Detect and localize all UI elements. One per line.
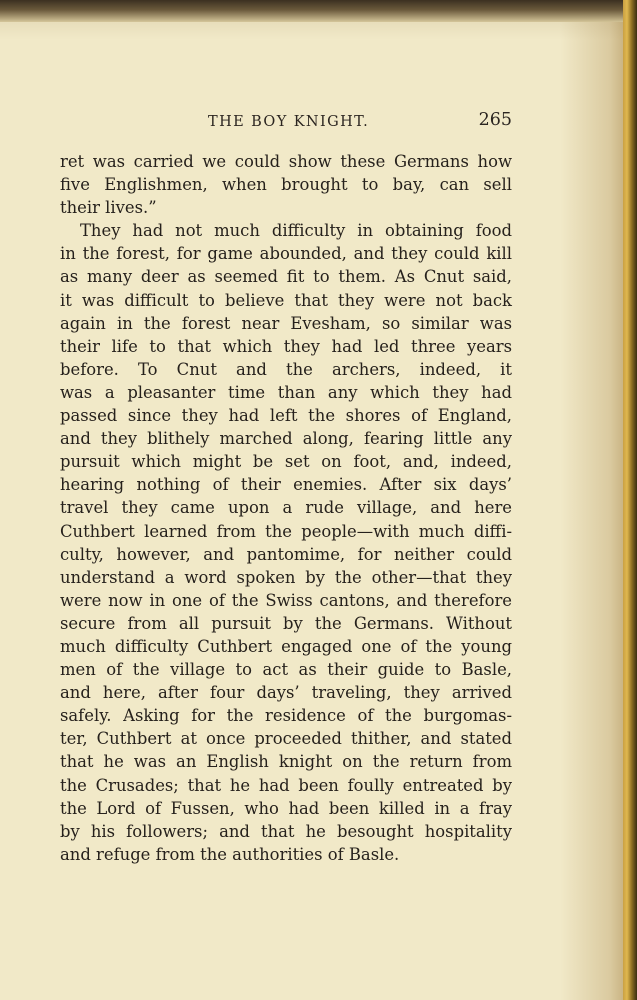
text-line: and refuge from the authorities of Basle.: [60, 844, 400, 864]
text-line: in the forest, for game abounded, and they could kill: [60, 244, 512, 264]
paragraph: [60, 150, 512, 219]
text-line: their life to that which they had led three years: [60, 336, 512, 356]
text-line: before. To Cnut and the archers, indeed, it: [60, 359, 512, 379]
text-line: passed since they had left the shores of England,: [60, 406, 512, 426]
text-line: understand a word spoken by the other—that they: [60, 567, 512, 587]
text-line: and they blithely marched along, fearing little any: [60, 429, 512, 449]
text-line: five Englishmen, when brought to bay, can sell: [60, 175, 512, 195]
text-line: culty, however, and pantomime, for neither could: [60, 544, 512, 564]
text-line: and here, after four days’ traveling, they arrived: [60, 683, 512, 703]
body-text: [60, 150, 512, 866]
text-line: were now in one of the Swiss cantons, and therefore: [60, 590, 512, 610]
text-line: was a pleasanter time than any which they had: [60, 382, 512, 402]
book-spine-edge: [623, 0, 637, 1000]
text-line: safely. Asking for the residence of the burgomas-: [60, 706, 512, 726]
text-line: hearing nothing of their enemies. After six days’: [60, 475, 512, 495]
text-line: ret was carried we could show these Germans how: [60, 152, 512, 171]
text-line: pursuit which might be set on foot, and, indeed,: [60, 452, 512, 472]
text-line: it was difficult to believe that they were not back: [60, 290, 512, 310]
page-header: [60, 110, 512, 138]
running-title: THE BOY KNIGHT.: [208, 114, 370, 130]
text-line: their lives.”: [60, 198, 157, 218]
text-line: men of the village to act as their guide to Basle,: [60, 660, 512, 680]
paragraph: [60, 219, 512, 866]
text-line: again in the forest near Evesham, so similar was: [60, 313, 512, 333]
text-line: as many deer as seemed fit to them. As Cnut said,: [60, 267, 512, 287]
text-line: They had not much difficulty in obtaining food: [80, 221, 512, 241]
text-line: by his followers; and that he besought hospitality: [60, 821, 512, 841]
text-line: that he was an English knight on the return from: [60, 752, 512, 772]
page-number: 265: [478, 110, 512, 130]
text-line: travel they came upon a rude village, and here: [60, 498, 512, 518]
text-line: the Lord of Fussen, who had been killed in a fray: [60, 798, 512, 818]
book-top-edge: [0, 0, 637, 22]
text-line: the Crusades; that he had been foully entreated by: [60, 775, 512, 795]
text-line: secure from all pursuit by the Germans. Without: [60, 613, 512, 633]
text-line: Cuthbert learned from the people—with much diffi-: [60, 521, 512, 541]
text-line: much difficulty Cuthbert engaged one of the young: [60, 636, 512, 656]
text-line: ter, Cuthbert at once proceeded thither, and stated: [60, 729, 512, 749]
